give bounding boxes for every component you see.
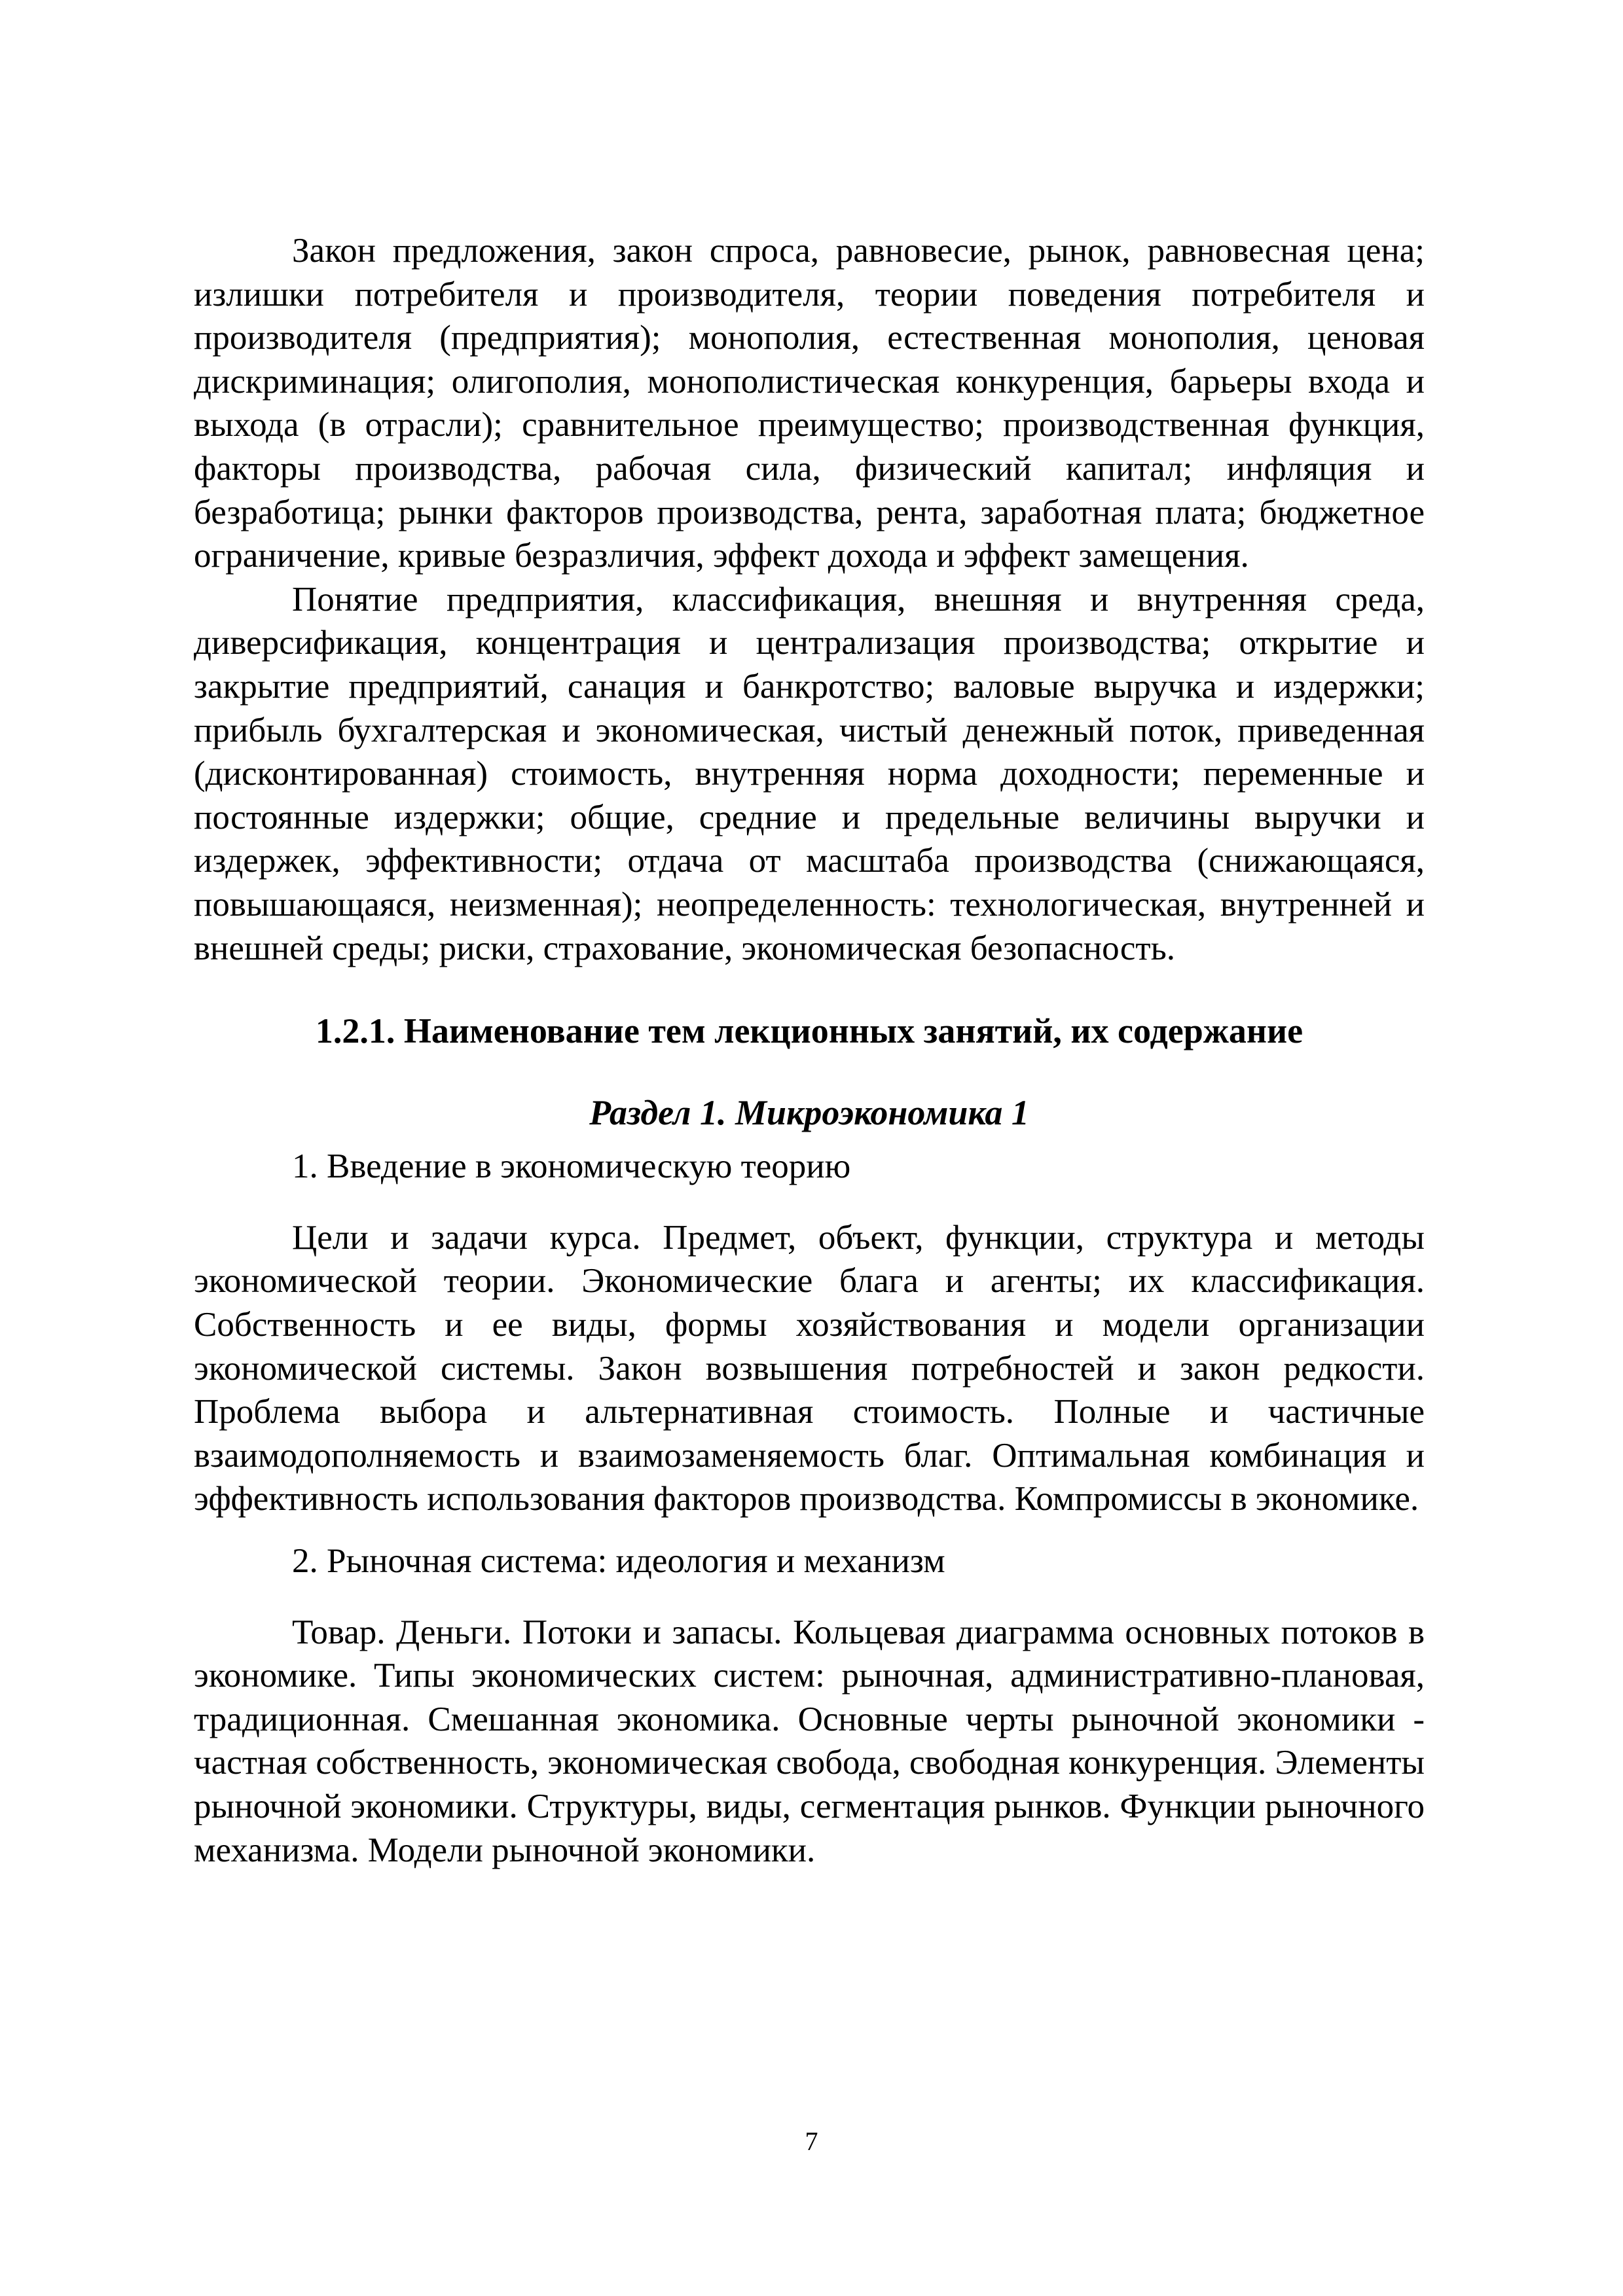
page-content xyxy=(194,229,1425,1872)
intro-paragraph-2: Понятие предприятия, классификация, внешняя и внутренняя среда, диверсификация, концентрация и централизация производства; открытие и закрытие предприятий, санация и банкротство; валовые выручка и издержки; прибыль бухгалтерская и экономическая, чистый денежный поток, приведенная (дисконтированная) стоимость, внутренняя норма доходности; переменные и постоянные издержки; общие, средние и предельные величины выручки и издержек, эффективности; отдача от масштаба производства (снижающаяся, повышающаяся, неизменная); неопределенность: технологическая, внутренней и внешней среды; риски, страхование, экономическая безопасность. xyxy=(194,580,1425,967)
page-number: 7 xyxy=(805,2126,818,2156)
topic-2-body: Товар. Деньги. Потоки и запасы. Кольцевая диаграмма основных потоков в экономике. Типы экономических систем: рыночная, административно-плановая, традиционная. Смешанная экономика. Основные черты рыночной экономики - частная собственность, экономическая свобода, свободная конкуренция. Элементы рыночной экономики. Структуры, виды, сегментация рынков. Функции рыночного механизма. Модели рыночной экономики. xyxy=(194,1613,1425,1869)
topic-1-body: Цели и задачи курса. Предмет, объект, функции, структура и методы экономической теории. Экономические блага и агенты; их классификация. Собственность и ее виды, формы хозяйствования и модели организации экономической системы. Закон возвышения потребностей и закон редкости. Проблема выбора и альтернативная стоимость. Полные и частичные взаимодополняемость и взаимозаменяемость благ. Оптимальная комбинация и эффективность использования факторов производства. Компромиссы в экономике. xyxy=(194,1218,1425,1518)
lecture-topics-heading: 1.2.1. Наименование тем лекционных занятий, их содержание xyxy=(315,1011,1304,1051)
section-title: Раздел 1. Микроэкономика 1 xyxy=(589,1092,1029,1132)
topic-1-title: 1. Введение в экономическую теорию xyxy=(292,1147,851,1186)
intro-paragraph-1: Закон предложения, закон спроса, равновесие, рынок, равновесная цена; излишки потребителя и производителя, теории поведения потребителя и производителя (предприятия); монополия, естественная монополия, ценовая дискриминация; олигополия, монополистическая конкуренция, барьеры входа и выхода (в отрасли); сравнительное преимущество; производственная функция, факторы производства, рабочая сила, физический капитал; инфляция и безработица; рынки факторов производства, рента, заработная плата; бюджетное ограничение, кривые безразличия, эффект дохода и эффект замещения. xyxy=(194,232,1425,575)
topic-2-title: 2. Рыночная система: идеология и механизм xyxy=(292,1542,945,1581)
